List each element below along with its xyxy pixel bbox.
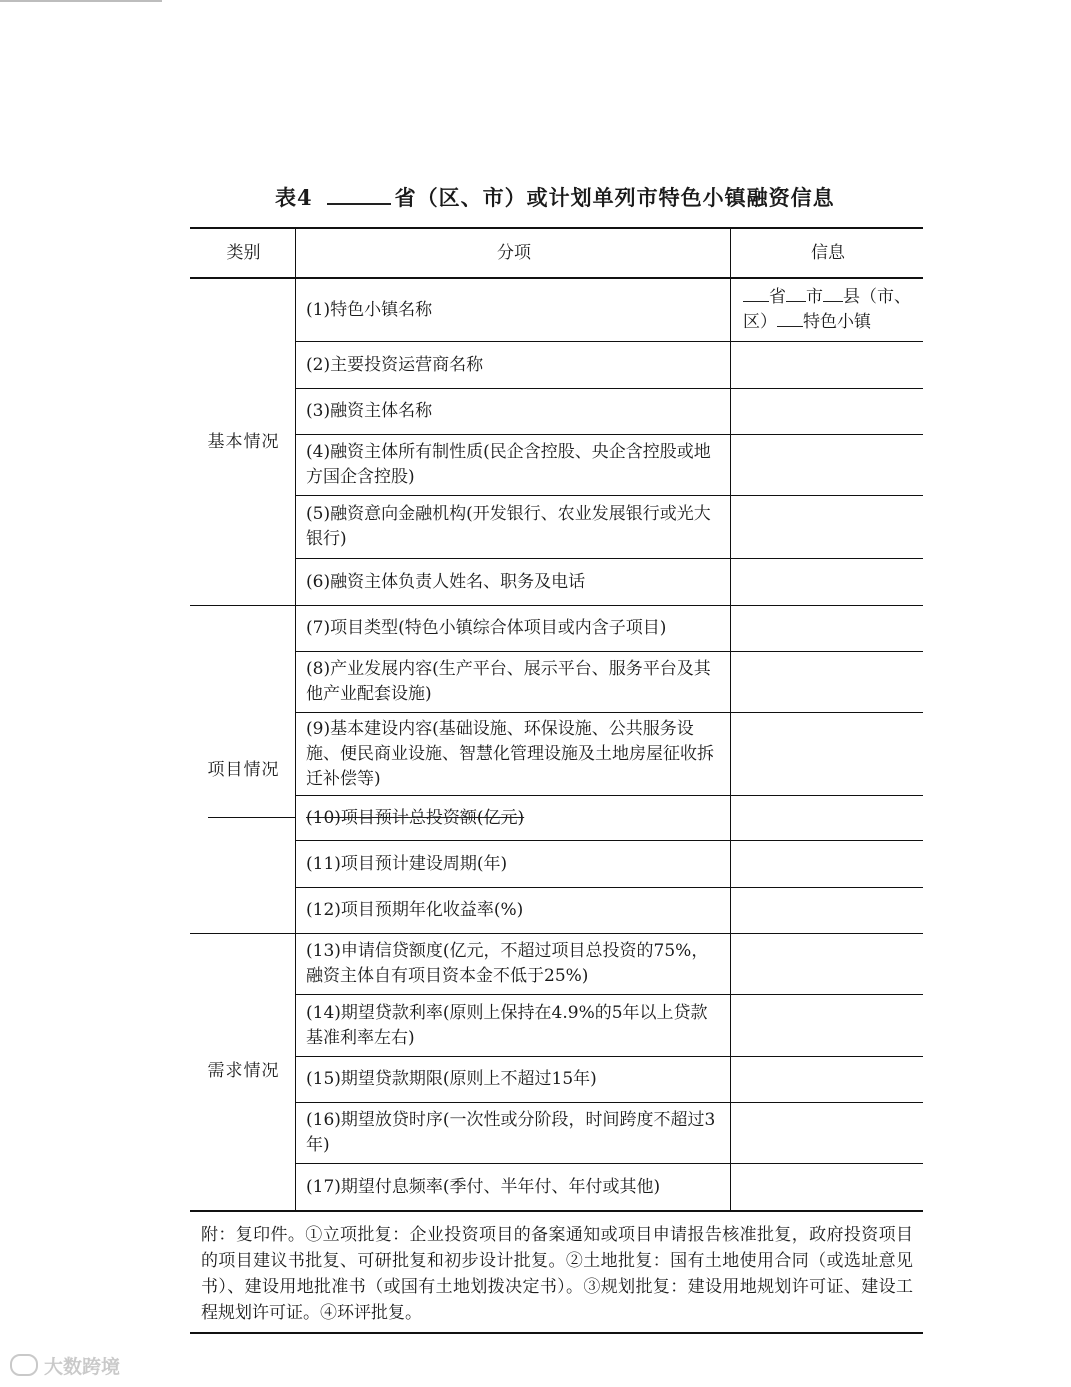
watermark-text: 大数跨境 [44, 1356, 121, 1378]
row-item-14: (14)期望贷款利率(原则上保持在4.9%的5年以上贷款基准利率左右) [306, 1002, 708, 1048]
row-item-11: (11)项目预计建设周期(年) [306, 853, 508, 874]
header-category: 类别 [226, 242, 261, 263]
row-item-3: (3)融资主体名称 [306, 401, 433, 421]
table-title [275, 182, 875, 212]
header-item: 分项 [497, 242, 531, 263]
row-info-7[interactable] [731, 606, 923, 651]
table-bottom-border [190, 1210, 923, 1212]
attachment-note: 附：复印件。①立项批复：企业投资项目的备案通知或项目申请报告核准批复，政府投资项目的项目建议书批复、可研批复和初步设计批复。②土地批复：国有土地使用合同（或选址意见书）、建设用地批准书（或国有土地划拨决定书）。③规划批复：建设用地规划许可证、建设工程规划许可证。④环评批复。 [201, 1225, 913, 1323]
row-item-15: (15)期望贷款期限(原则上不超过15年) [306, 1069, 597, 1089]
row-info-6[interactable] [731, 559, 923, 605]
info-line-1 [743, 285, 911, 310]
row-info-5[interactable] [731, 496, 923, 558]
scan-edge-line [0, 0, 162, 2]
row-info-1[interactable] [731, 279, 923, 341]
category-demand: 需求情况 [207, 1061, 280, 1081]
row-item-6: (6)融资主体负责人姓名、职务及电话 [306, 571, 586, 592]
county-blank[interactable] [823, 287, 843, 302]
row-item-10: (10)项目预计总投资额(亿元) [306, 807, 525, 828]
info-town: 特色小镇 [803, 312, 871, 332]
row-info-9[interactable] [731, 713, 923, 795]
row-info-10[interactable] [731, 796, 923, 840]
town-blank[interactable] [777, 312, 803, 327]
title-prefix: 表4 [275, 185, 313, 210]
info-province: 省 [769, 287, 786, 307]
page-bottom-rule [190, 1332, 923, 1334]
category-project: 项目情况 [207, 760, 280, 780]
row-info-11[interactable] [731, 841, 923, 887]
row-info-16[interactable] [731, 1103, 923, 1163]
row-info-15[interactable] [731, 1057, 923, 1102]
row-info-17[interactable] [731, 1164, 923, 1210]
watermark-logo-icon [10, 1354, 38, 1376]
row-info-13[interactable] [731, 934, 923, 994]
row-item-2: (2)主要投资运营商名称 [306, 354, 484, 375]
row-info-8[interactable] [731, 652, 923, 712]
row-item-5: (5)融资意向金融机构(开发银行、农业发展银行或光大银行) [306, 504, 711, 549]
watermark [10, 1352, 150, 1380]
category-basic: 基本情况 [207, 432, 280, 452]
row-item-4: (4)融资主体所有制性质(民企含控股、央企含控股或地方国企含控股) [306, 442, 711, 487]
row-item-8: (8)产业发展内容(生产平台、展示平台、服务平台及其他产业配套设施) [306, 659, 711, 704]
info-line-2 [743, 310, 871, 335]
province-blank[interactable] [743, 287, 769, 302]
info-county: 县（市、 [843, 287, 911, 307]
row-item-7: (7)项目类型(特色小镇综合体项目或内含子项目) [306, 618, 667, 638]
title-blank[interactable] [327, 185, 391, 205]
row-info-2[interactable] [731, 342, 923, 388]
info-district: 区） [743, 312, 777, 332]
city-blank[interactable] [786, 287, 806, 302]
row-item-9: (9)基本建设内容(基础设施、环保设施、公共服务设施、便民商业设施、智慧化管理设施及土地房屋征收拆迁补偿等) [306, 718, 714, 789]
row-item-1: (1)特色小镇名称 [306, 299, 433, 320]
row-info-12[interactable] [731, 888, 923, 933]
row-info-14[interactable] [731, 995, 923, 1056]
title-suffix: 省（区、市）或计划单列市特色小镇融资信息 [394, 185, 835, 210]
row-item-16: (16)期望放贷时序(一次性或分阶段，时间跨度不超过3年) [306, 1110, 716, 1155]
row-item-13: (13)申请信贷额度(亿元，不超过项目总投资的75%，融资主体自有项目资本金不低于25%) [306, 941, 709, 986]
row-info-3[interactable] [731, 389, 923, 434]
row-item-17: (17)期望付息频率(季付、半年付、年付或其他) [306, 1176, 661, 1197]
row-info-4[interactable] [731, 435, 923, 495]
header-info: 信息 [811, 242, 845, 263]
info-city: 市 [806, 287, 823, 307]
row-item-12: (12)项目预期年化收益率(%) [306, 900, 524, 920]
